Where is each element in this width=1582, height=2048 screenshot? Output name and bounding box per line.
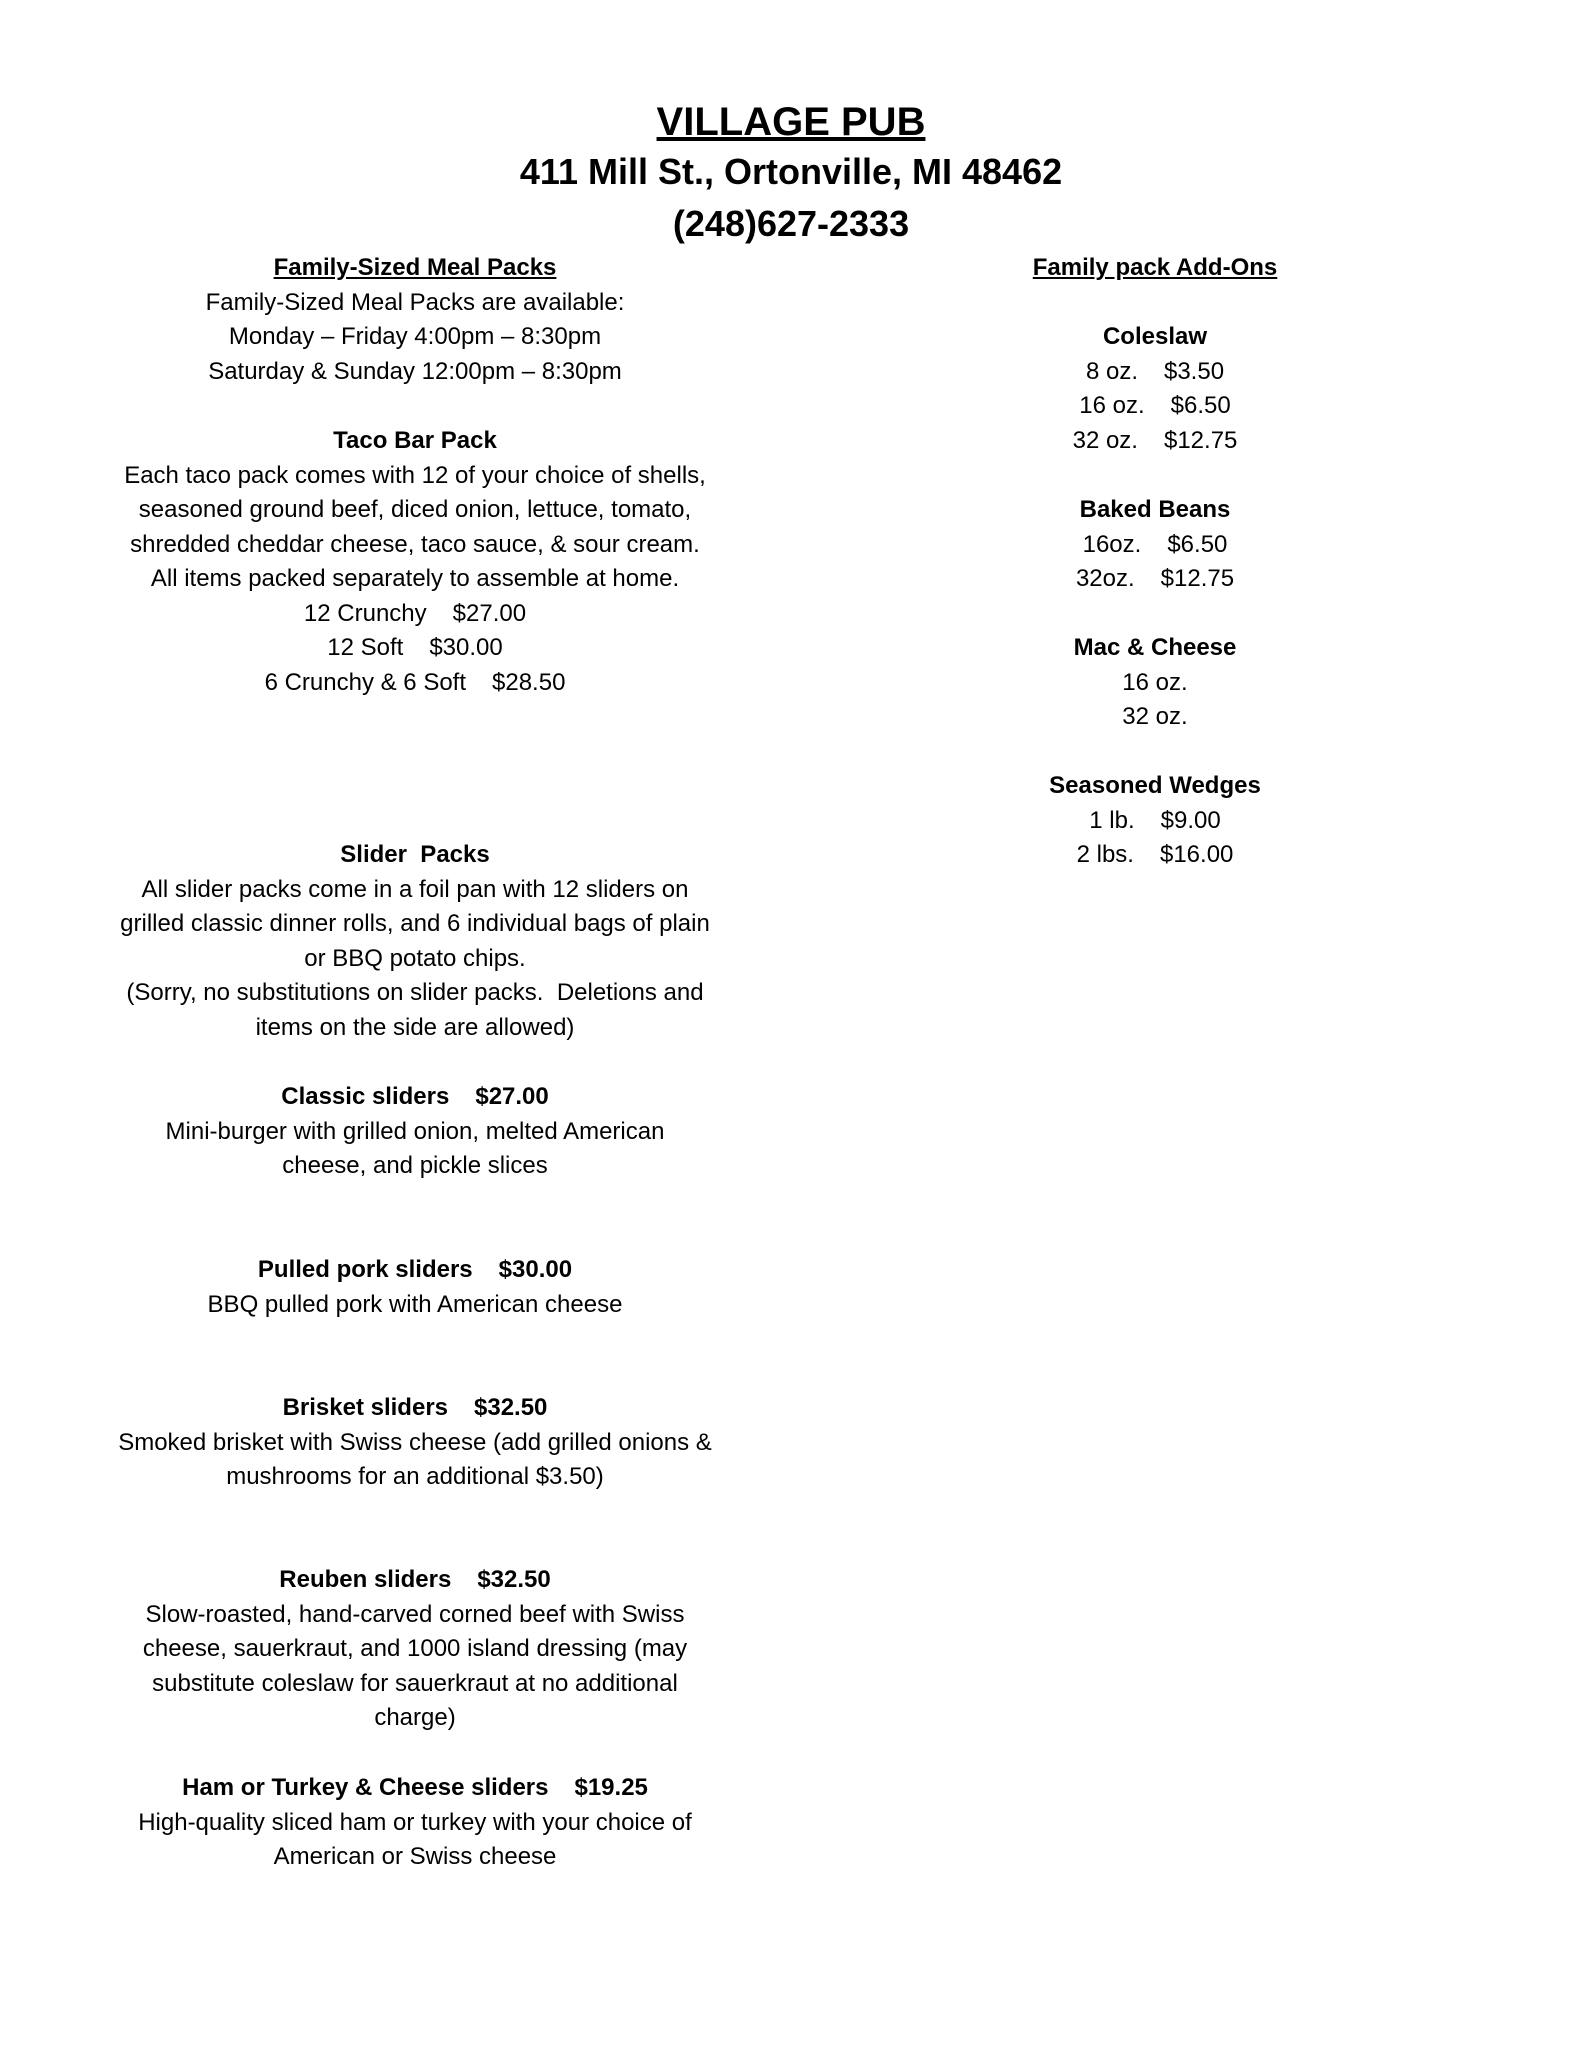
slider-item-price: $32.50 <box>474 1394 548 1421</box>
slider-item-price: $19.25 <box>574 1774 648 1801</box>
addon-size: 32oz. <box>1075 565 1135 592</box>
slider-description-line: or BBQ potato chips. <box>304 944 526 972</box>
addon-group-name: Coleslaw <box>1102 323 1208 350</box>
taco-description-line: seasoned ground beef, diced onion, lettuce, tomato, <box>138 496 692 523</box>
slider-item-title <box>80 1771 750 1806</box>
slider-item-description: Slow-roasted, hand-carved corned beef with Swiss <box>145 1600 685 1628</box>
slider-item-description: BBQ pulled pork with American cheese <box>207 1290 623 1318</box>
addon-group-name: Mac & Cheese <box>1073 634 1237 661</box>
slider-item-pulled-pork <box>80 1253 750 1322</box>
addon-size: 32 oz. <box>1122 703 1188 730</box>
slider-item-name: Ham or Turkey & Cheese sliders <box>182 1774 549 1801</box>
availability-line: Monday – Friday 4:00pm – 8:30pm <box>228 323 602 350</box>
restaurant-phone: (248)627-2333 <box>672 203 910 244</box>
slider-item-description: High-quality sliced ham or turkey with your choice of <box>138 1808 692 1836</box>
availability-line: Family-Sized Meal Packs are available: <box>205 288 625 316</box>
taco-bar-section <box>80 424 750 700</box>
addon-price: $12.75 <box>1160 565 1235 592</box>
addon-price: $9.00 <box>1160 806 1221 834</box>
slider-item-title <box>80 1080 750 1115</box>
addon-size-row <box>1000 666 1310 701</box>
addon-size-row <box>1000 424 1310 459</box>
slider-item-title <box>80 1391 750 1426</box>
slider-item-description: charge) <box>374 1704 456 1731</box>
slider-packs-section <box>80 838 750 1045</box>
addon-group-coleslaw <box>1000 320 1310 458</box>
slider-item-description: cheese, sauerkraut, and 1000 island dressing (may <box>142 1635 688 1662</box>
addon-size: 16 oz. <box>1122 668 1188 696</box>
addon-size: 32 oz. <box>1072 426 1138 454</box>
addon-size: 1 lb. <box>1089 806 1135 834</box>
addons-heading: Family pack Add-Ons <box>1032 254 1278 281</box>
restaurant-address: 411 Mill St., Ortonville, MI 48462 <box>519 151 1063 192</box>
addon-group-baked-beans <box>1000 493 1310 597</box>
slider-item-title <box>80 1563 750 1598</box>
slider-item-name: Classic sliders <box>281 1083 450 1110</box>
slider-item-classic <box>80 1080 750 1184</box>
addon-size-row <box>1000 838 1310 873</box>
addon-group-name: Seasoned Wedges <box>1049 772 1261 799</box>
family-packs-section <box>80 251 750 389</box>
slider-item-description: substitute coleslaw for sauerkraut at no additional <box>152 1669 678 1697</box>
taco-option-name: 12 Crunchy <box>303 599 427 627</box>
taco-description-line: Each taco pack comes with 12 of your choice of shells, <box>124 461 706 489</box>
availability-line: Saturday & Sunday 12:00pm – 8:30pm <box>208 357 622 385</box>
slider-item-description: Mini-burger with grilled onion, melted American <box>165 1117 665 1145</box>
taco-option-price: $30.00 <box>429 634 503 661</box>
addon-size-row <box>1000 804 1310 839</box>
addon-size: 2 lbs. <box>1076 841 1134 868</box>
addon-price: $6.50 <box>1170 392 1231 419</box>
addon-size-row <box>1000 562 1310 597</box>
addon-group-name: Baked Beans <box>1079 496 1231 523</box>
slider-description-line: items on the side are allowed) <box>255 1013 575 1041</box>
slider-description-line: grilled classic dinner rolls, and 6 individual bags of plain <box>120 910 710 937</box>
taco-option-name: 6 Crunchy & 6 Soft <box>264 668 467 696</box>
slider-item-description: cheese, and pickle slices <box>282 1152 548 1179</box>
slider-description-line: (Sorry, no substitutions on slider packs. Deletions and <box>126 979 704 1006</box>
slider-item-brisket <box>80 1391 750 1495</box>
slider-item-reuben <box>80 1563 750 1736</box>
addons-section <box>1000 251 1310 286</box>
addon-price: $16.00 <box>1159 841 1234 868</box>
taco-option-name: 12 Soft <box>327 634 404 661</box>
addon-size: 8 oz. <box>1085 357 1138 385</box>
slider-item-name: Pulled pork sliders <box>257 1256 473 1283</box>
addon-group-mac-cheese <box>1000 631 1310 735</box>
slider-item-title <box>80 1253 750 1288</box>
slider-description-line: All slider packs come in a foil pan with 12 sliders on <box>141 875 689 903</box>
slider-item-description: mushrooms for an additional $3.50) <box>226 1463 604 1490</box>
taco-description-line: All items packed separately to assemble at home. <box>150 565 680 592</box>
slider-item-ham-turkey <box>80 1771 750 1875</box>
taco-option <box>80 631 750 666</box>
taco-option <box>80 597 750 632</box>
taco-option-price: $28.50 <box>492 668 566 696</box>
addon-size-row <box>1000 389 1310 424</box>
addon-size-row <box>1000 700 1310 735</box>
addon-group-seasoned-wedges <box>1000 769 1310 873</box>
slider-item-price: $32.50 <box>477 1566 551 1593</box>
slider-item-name: Brisket sliders <box>282 1394 448 1421</box>
slider-packs-heading: Slider Packs <box>340 841 490 868</box>
slider-item-description: American or Swiss cheese <box>273 1843 557 1870</box>
taco-bar-heading: Taco Bar Pack <box>333 427 497 454</box>
addon-size: 16oz. <box>1082 530 1142 558</box>
addon-price: $6.50 <box>1167 530 1228 558</box>
addon-size-row <box>1000 355 1310 390</box>
slider-item-price: $27.00 <box>475 1083 549 1110</box>
addon-price: $12.75 <box>1163 426 1238 454</box>
addon-price: $3.50 <box>1163 357 1225 385</box>
taco-option-price: $27.00 <box>452 599 527 627</box>
taco-option <box>80 666 750 701</box>
slider-item-description: Smoked brisket with Swiss cheese (add grilled onions & <box>118 1428 712 1456</box>
slider-item-price: $30.00 <box>498 1256 573 1283</box>
taco-description-line: shredded cheddar cheese, taco sauce, & sour cream. <box>130 530 700 558</box>
addon-size: 16 oz. <box>1079 392 1145 419</box>
family-packs-heading: Family-Sized Meal Packs <box>273 254 557 281</box>
slider-item-name: Reuben sliders <box>279 1566 452 1593</box>
restaurant-name: VILLAGE PUB <box>656 100 926 144</box>
addon-size-row <box>1000 528 1310 563</box>
